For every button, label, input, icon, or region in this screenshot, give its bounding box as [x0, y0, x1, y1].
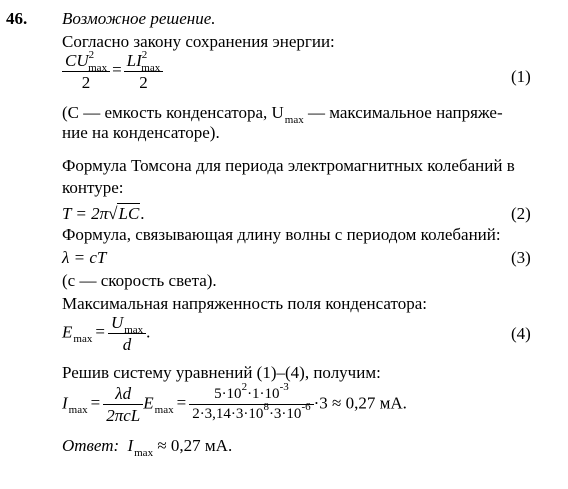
wavelength-text: Формула, связывающая длину волны с периодом колебаний:: [62, 225, 501, 244]
eq4-denominator: d: [122, 335, 132, 354]
equation-4-number: (4): [511, 324, 531, 343]
eq5-left: I: [62, 393, 68, 413]
equation-4: [62, 314, 150, 353]
answer-variable: I: [127, 436, 134, 455]
eq5-frac2-num-sup2: -3: [279, 381, 289, 393]
solution-heading: Возможное решение.: [62, 9, 216, 28]
eq4-tail: .: [146, 322, 151, 342]
eq1-right-numerator: LI: [126, 51, 142, 70]
eq5-frac2-den-sup1: 8: [263, 401, 269, 413]
capacitance-note-line2: ние на конденсаторе).: [62, 123, 220, 142]
eq2-tail: .: [140, 204, 145, 223]
problem-number: 46.: [6, 9, 28, 28]
eq1-left-sup: 2: [88, 49, 95, 61]
equation-2-number: (2): [511, 204, 531, 223]
answer: [62, 436, 233, 459]
equation-2: T = 2π√LC.: [62, 204, 145, 223]
eq5-frac2-num-b: ·1·10: [247, 386, 280, 402]
eq5-left-sub: max: [68, 404, 88, 417]
equation-1-number: (1): [511, 67, 531, 86]
answer-label: Ответ:: [62, 436, 120, 455]
eq5-frac2-num-sup1: 2: [241, 381, 248, 393]
eq5-frac1-numerator: λd: [103, 385, 143, 405]
energy-conservation-text: Согласно закону сохранения энергии:: [62, 32, 335, 51]
eq1-left-denominator: 2: [81, 73, 91, 92]
eq5-frac2-den-b: ·3·10: [268, 406, 302, 422]
equation-1: [62, 49, 163, 92]
thomson-text-line1: Формула Томсона для периода электромагнитных колебаний в: [62, 156, 515, 175]
eq1-right-sup: 2: [141, 49, 148, 61]
note1-part-b: — максимальное напряже-: [303, 103, 503, 122]
eq2-radicand: LC: [118, 204, 140, 223]
eq5-frac2-den-sup2: -6: [301, 401, 311, 413]
eq5-frac1-denominator: 2πcL: [106, 406, 141, 425]
eq4-left-sub: max: [73, 333, 93, 346]
field-intensity-text: Максимальная напряженность поля конденсатора:: [62, 294, 427, 313]
thomson-text-line2: контуре:: [62, 178, 124, 197]
note1-part-a: (C — емкость конденсатора, U: [62, 103, 284, 122]
eq4-numerator: U: [110, 313, 124, 332]
eq5-frac2-den-a: 2·3,14·3·10: [192, 406, 264, 422]
equation-3-number: (3): [511, 248, 531, 267]
speed-of-light-note: (c — скорость света).: [62, 271, 217, 290]
eq5-result: ·3 ≈ 0,27 мА.: [313, 393, 407, 413]
note1-sub: max: [284, 114, 304, 126]
eq4-left: E: [62, 322, 73, 342]
system-solution-text: Решив систему уравнений (1)–(4), получим:: [62, 363, 381, 382]
eq1-equals: =: [112, 60, 122, 80]
eq1-left-sub: max: [88, 62, 108, 74]
eq4-numerator-sub: max: [124, 324, 144, 336]
answer-value: ≈ 0,27 мА.: [153, 436, 233, 455]
eq4-equals: =: [95, 322, 105, 342]
answer-variable-sub: max: [134, 447, 154, 459]
capacitance-note-line1: [62, 103, 503, 126]
eq1-right-sub: max: [141, 62, 161, 74]
eq1-right-denominator: 2: [139, 73, 148, 92]
eq5-e: E: [143, 393, 154, 413]
equation-5: [62, 381, 407, 425]
eq5-equals-2: =: [176, 393, 187, 413]
eq5-frac2-num-a: 5·10: [214, 386, 242, 402]
eq1-left-numerator: CU: [65, 51, 89, 70]
eq2-lhs: T = 2π: [62, 204, 109, 223]
eq5-e-sub: max: [154, 404, 174, 417]
equation-3: λ = cT: [62, 248, 107, 267]
eq5-equals-1: =: [90, 393, 101, 413]
